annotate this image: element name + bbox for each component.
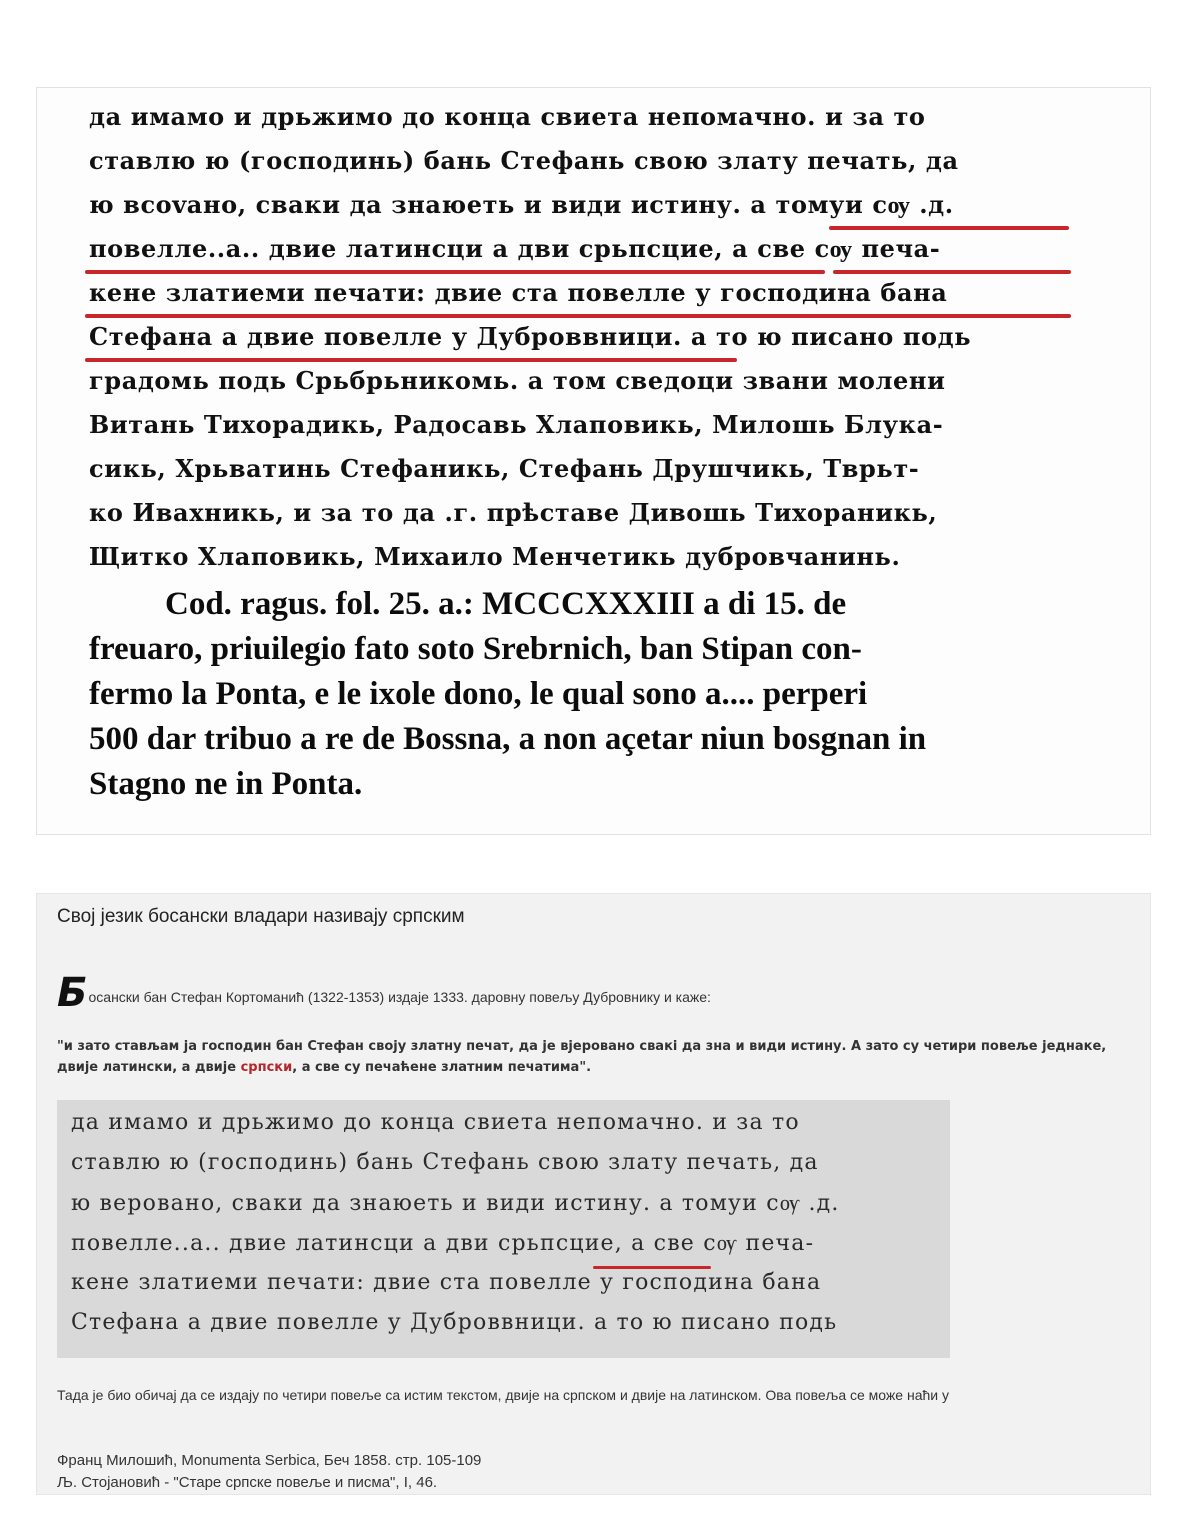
red-underline: [85, 270, 825, 274]
charter-line: Стефана а двие повелле у Дуброввници. а то ю писано подь: [89, 322, 972, 351]
red-underline: [85, 358, 737, 362]
intro-text: осански бан Стефан Кортоманић (1322-1353) издаје 1333. даровну повељу Дубровнику и каже:: [88, 989, 711, 1005]
latin-citation-line: Cod. ragus. fol. 25. a.: MCCCXXXIII a di 15. de: [165, 586, 847, 622]
charter-line: Витань Тихорадикь, Радосавь Хлаповикь, Милошь Блука-: [89, 410, 944, 439]
charter-line: ю вcovано, свaки дa знаюеть и види истину. a томуи сѹ .д.: [89, 190, 954, 219]
red-underline: [85, 314, 1071, 318]
charter-line: да имамо и дрьжимо до конца свиета непомачно. и за то: [89, 102, 926, 131]
latin-citation-line: Stagno ne in Ponta.: [89, 766, 363, 802]
custom-note: Тада је био обичај да се издају по четири повеље са истим текстом, двије на српском и двије на латинском. Ова повеља се може наћи у: [57, 1387, 949, 1403]
charter-line: ставлю ю (господинь) бань Стефань свою злату печать, да: [89, 146, 959, 175]
charter-line: повелле..а.. двие латинсци а дви срьпсцие, а све сѹ печа-: [89, 234, 941, 263]
scan-line: да имамо и дрьжимо до конца свиета непомачно. и за то: [71, 1110, 800, 1135]
scan-line: ставлю ю (господинь) бань Стефань свою злату печать, да: [71, 1150, 819, 1175]
latin-citation-line: fermo la Ponta, e le ixole dono, le qual sono a.... perperi: [89, 676, 868, 712]
charter-quote: [57, 1036, 1127, 1078]
red-underline: [593, 1266, 711, 1269]
scan-line: кене златиеми печати: двие ста повелле у господина бана: [71, 1270, 822, 1295]
source-reference: Франц Милошић, Monumenta Serbica, Беч 1858. стр. 105-109: [57, 1452, 482, 1469]
charter-line: кене златиеми печати: двие ста повелле у господина бана: [89, 278, 948, 307]
charter-line: ко Ивахникь, и за то да .г. прѣставе Дивошь Тихораникь,: [89, 498, 938, 527]
scan-line: ю вeровано, свaки дa знаюеть и види истину. а томуи сѹ .д.: [71, 1191, 840, 1216]
scan-line: повелле..а.. двие латинсци а дви срьпсцие, а све сѹ печа-: [71, 1231, 815, 1256]
scanned-charter-page: [36, 87, 1151, 835]
charter-line: Щитко Хлаповикь, Михаило Менчетикь дубровчанинь.: [89, 542, 901, 571]
charter-line: градомь подь Срьбрьникомь. а том сведоци звани молени: [89, 366, 946, 395]
red-underline: [829, 226, 1069, 230]
latin-citation-line: 500 dar tribuo a re de Bossna, a non açetar niun bosgnan in: [89, 721, 927, 757]
article-clipping: [36, 893, 1151, 1495]
red-underline: [833, 270, 1071, 274]
charter-line: сикь, Хрьватинь Стефаникь, Стефань Друшчикь, Тврьт-: [89, 454, 920, 483]
intro-paragraph: [57, 970, 711, 1016]
drop-cap: Б: [57, 970, 88, 1016]
quote-highlight: српски: [240, 1060, 293, 1075]
latin-citation-line: freuaro, priuilegio fato soto Srebrnich, ban Stipan con-: [89, 631, 862, 667]
article-title: Свој језик босански владари називају српским: [57, 906, 465, 927]
source-reference: Љ. Стојановић - "Старе српске повеље и писма", I, 46.: [57, 1474, 438, 1491]
scan-line: Стефана а двие повелле у Дуброввници. а то ю писано подь: [71, 1310, 838, 1335]
charter-scan-image: [57, 1100, 950, 1358]
quote-text-end: , а све су печаћене златним печатима".: [292, 1060, 592, 1075]
quote-text: "и зато стављам ја господин бан Стефан своју златну печат, да је вјеровано свакi да зна и види истину. А зато су четири повеље једнаке, двије латински, а двије: [57, 1039, 1107, 1075]
